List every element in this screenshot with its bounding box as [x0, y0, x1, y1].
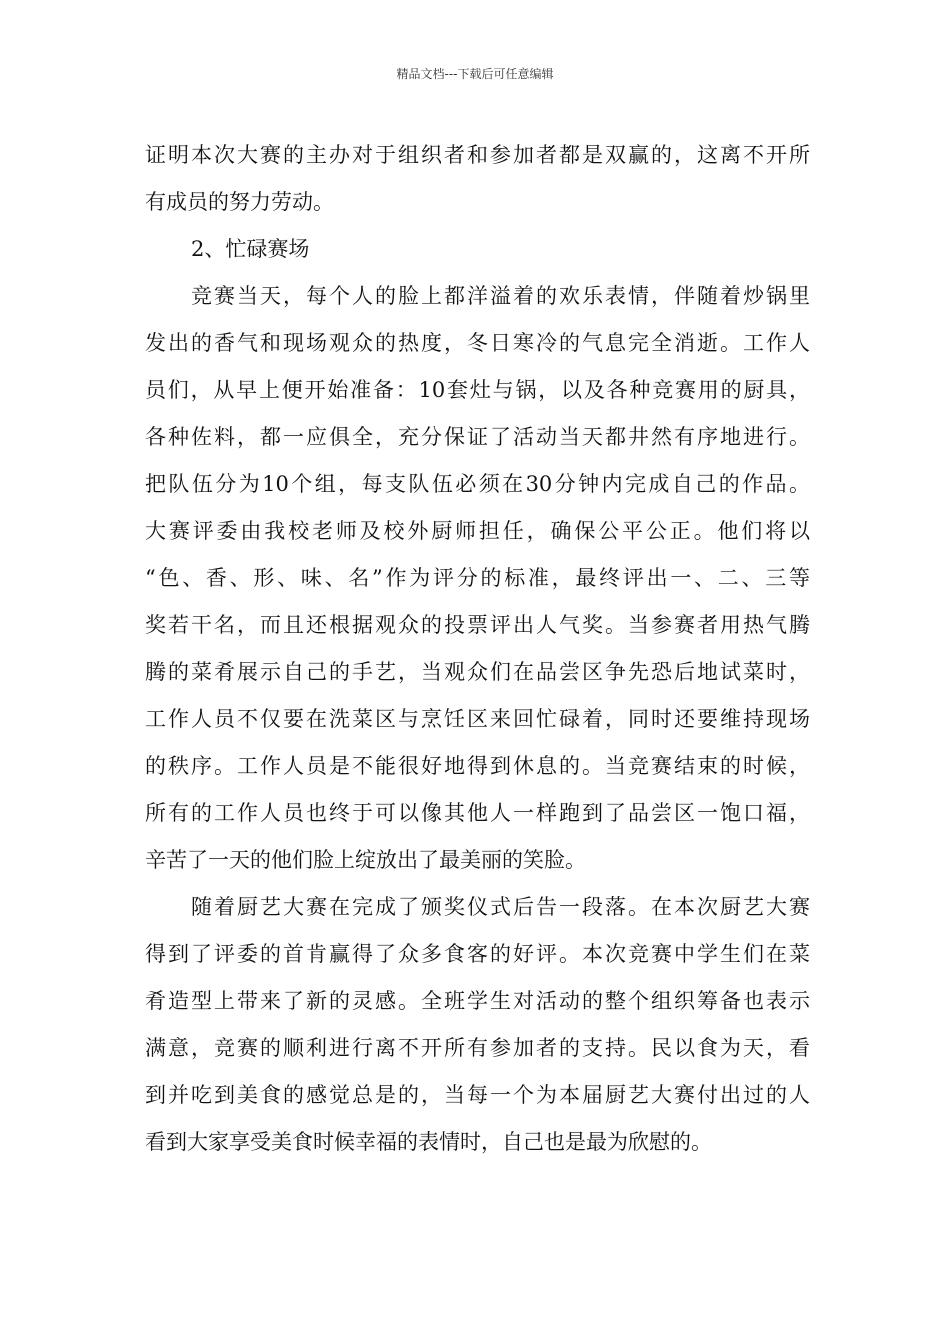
document-body — [145, 132, 810, 1166]
paragraph-3-line-6: 大赛评委由我校老师及校外厨师担任，确保公平公正。他们将以 — [145, 519, 810, 543]
paragraph-3-line-2: 发出的香气和现场观众的热度，冬日寒冷的气息完全消逝。工作人 — [145, 331, 810, 355]
paragraph-3-line-12: 所有的工作人员也终于可以像其他人一样跑到了品尝区一饱口福， — [145, 801, 810, 825]
section-heading: 2、忙碌赛场 — [191, 237, 310, 261]
paragraph-3-line-8: 奖若干名，而且还根据观众的投票评出人气奖。当参赛者用热气腾 — [145, 613, 810, 637]
paragraph-3-line-4: 各种佐料，都一应俱全，充分保证了活动当天都井然有序地进行。 — [145, 425, 810, 449]
paragraph-4-line-3: 肴造型上带来了新的灵感。全班学生对活动的整个组织筹备也表示 — [145, 989, 810, 1013]
paragraph-4-line-6: 看到大家享受美食时候幸福的表情时，自己也是最为欣慰的。 — [145, 1130, 712, 1154]
paragraph-3-line-10: 工作人员不仅要在洗菜区与烹饪区来回忙碌着，同时还要维持现场 — [145, 707, 810, 731]
page-header: 精品文档---下载后可任意编辑 — [396, 67, 554, 81]
paragraph-3-line-13: 辛苦了一天的他们脸上绽放出了最美丽的笑脸。 — [145, 848, 586, 872]
paragraph-4-line-5: 到并吃到美食的感觉总是的，当每一个为本届厨艺大赛付出过的人 — [145, 1083, 810, 1107]
paragraph-1-line-2: 有成员的努力劳动。 — [145, 190, 334, 214]
paragraph-3-line-3: 员们，从早上便开始准备：10套灶与锅，以及各种竞赛用的厨具， — [145, 378, 810, 402]
paragraph-4-line-1: 随着厨艺大赛在完成了颁奖仪式后告一段落。在本次厨艺大赛 — [191, 895, 810, 919]
paragraph-1-line-1: 证明本次大赛的主办对于组织者和参加者都是双赢的，这离不开所 — [145, 143, 810, 167]
paragraph-3-line-7: “色、香、形、味、名”作为评分的标准，最终评出一、二、三等 — [145, 566, 810, 590]
paragraph-3-line-9: 腾的菜肴展示自己的手艺，当观众们在品尝区争先恐后地试菜时， — [145, 660, 810, 684]
paragraph-3-line-5: 把队伍分为10个组，每支队伍必须在30分钟内完成自己的作品。 — [145, 472, 810, 496]
paragraph-3-line-1: 竞赛当天，每个人的脸上都洋溢着的欢乐表情，伴随着炒锅里 — [191, 284, 810, 308]
paragraph-4-line-2: 得到了评委的首肯赢得了众多食客的好评。本次竞赛中学生们在菜 — [145, 942, 810, 966]
paragraph-3-line-11: 的秩序。工作人员是不能很好地得到休息的。当竞赛结束的时候， — [145, 754, 810, 778]
paragraph-4-line-4: 满意，竞赛的顺利进行离不开所有参加者的支持。民以食为天，看 — [145, 1036, 810, 1060]
